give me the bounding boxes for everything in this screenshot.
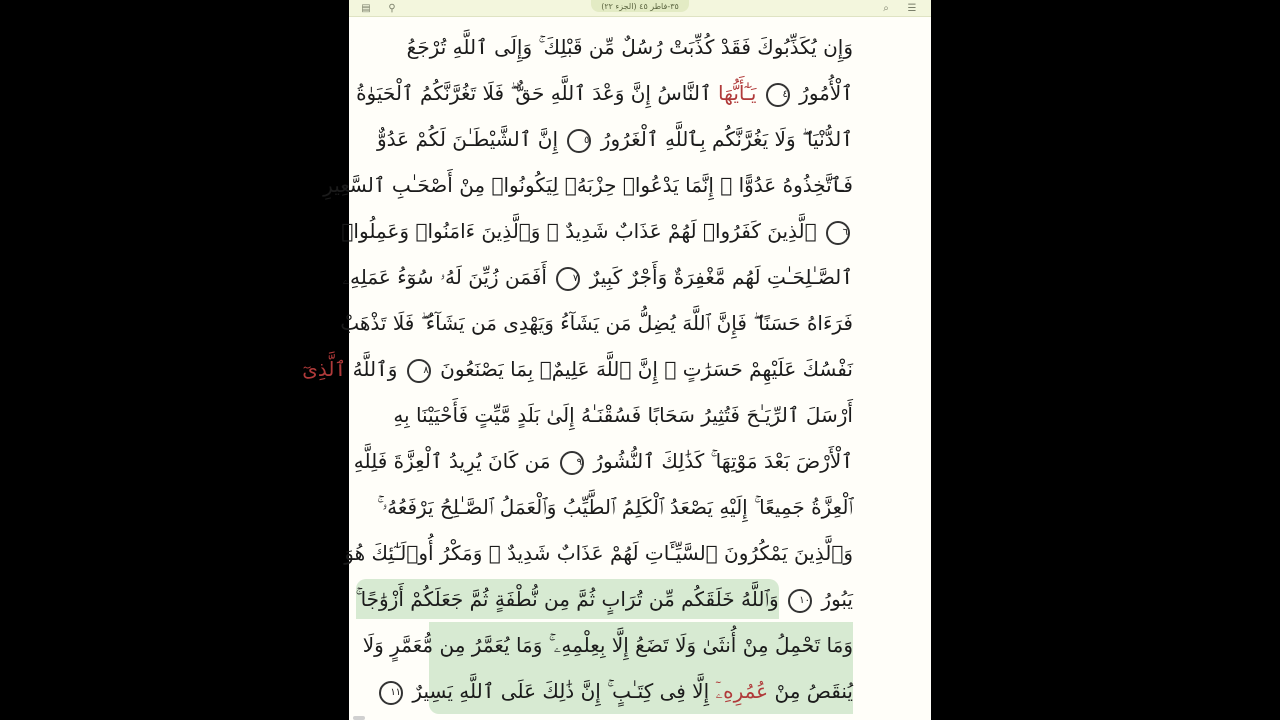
verse-text: يُنقَصُ مِنْ xyxy=(774,679,853,703)
search-icon[interactable]: ⌕ xyxy=(883,2,889,14)
verse-text: ٱلدُّنْيَا ۖ وَلَا يَغُرَّنَّكُم بِٱللَّهِ ٱلْغَرُورُ xyxy=(600,127,853,151)
verse-text: ٱلنَّاسُ إِنَّ وَعْدَ ٱللَّهِ حَقٌّ ۖ فَلَا تَغُرَّنَّكُمُ ٱلْحَيَوٰةُ xyxy=(356,81,712,105)
verse-text: ٱلْأَرْضَ بَعْدَ مَوْتِهَا ۚ كَذَٰلِكَ ٱلنُّشُورُ xyxy=(593,449,853,473)
verse-text: إِنَّ ٱلشَّيْطَـٰنَ لَكُمْ عَدُوٌّ xyxy=(377,127,559,151)
verse-text: وَمَا تَحْمِلُ مِنْ أُنثَىٰ وَلَا تَضَعُ إِلَّا بِعِلْمِهِۦ ۚ وَمَا يُعَمَّرُ مِن مُّعَمَّرٍ وَلَا xyxy=(362,633,853,657)
verse-text: فَرَءَاهُ حَسَنًا ۖ فَإِنَّ ٱللَّهَ يُضِلُّ مَن يَشَآءُ وَيَهْدِى مَن يَشَآءُ ۖ فَلَا تَذْهَبْ xyxy=(340,311,853,335)
verse-line xyxy=(355,576,853,622)
verse-text-highlighted-word: يَـٰٓأَيُّهَا xyxy=(718,81,757,105)
verse-text-highlighted-word: عُمُرِهِۦٓ xyxy=(715,679,769,703)
verse-line xyxy=(353,438,853,484)
verse-text-highlighted-word: ٱلَّذِىٓ xyxy=(302,357,347,381)
verse-text: ٱلَّذِينَ كَفَرُوا۟ لَهُمْ عَذَابٌ شَدِيدٌ ۖ وَٱلَّذِينَ ءَامَنُوا۟ وَعَمِلُوا۟ xyxy=(341,219,817,243)
top-toolbar xyxy=(349,0,931,17)
book-icon[interactable]: ▤ xyxy=(361,2,371,14)
verse-text: وَإِن يُكَذِّبُوكَ فَقَدْ كُذِّبَتْ رُسُلٌ مِّن قَبْلِكَ ۚ وَإِلَى ٱللَّهِ تُرْجَعُ xyxy=(406,35,853,59)
verse-line xyxy=(393,392,853,438)
verse-line xyxy=(356,70,853,116)
menu-icon[interactable]: ☰ xyxy=(907,2,917,14)
person-icon[interactable]: ⚲ xyxy=(388,2,396,14)
ayah-number-marker[interactable]: ٦ xyxy=(826,221,850,245)
verse-text: إِلَّا فِى كِتَـٰبٍ ۚ إِنَّ ذَٰلِكَ عَلَى ٱللَّهِ يَسِيرٌ xyxy=(412,679,710,703)
mushaf-reader-panel xyxy=(302,0,931,720)
verse-line xyxy=(377,484,853,530)
verse-line xyxy=(377,116,853,162)
verse-line xyxy=(342,254,853,300)
verse-line xyxy=(323,162,853,208)
scroll-indicator[interactable] xyxy=(353,716,365,720)
verse-text: ٱلْأُمُورُ xyxy=(799,81,853,105)
ayah-number-marker[interactable]: ٨ xyxy=(407,359,431,383)
verse-line xyxy=(406,24,853,70)
ayah-number-marker[interactable]: ٥ xyxy=(567,129,591,153)
highlighted-verse-line[interactable] xyxy=(362,622,853,668)
ayah-number-marker[interactable]: ١٠ xyxy=(788,589,812,613)
verse-text: يَبُورُ xyxy=(821,587,853,611)
verse-text: ٱلْعِزَّةُ جَمِيعًا ۚ إِلَيْهِ يَصْعَدُ ٱلْكَلِمُ ٱلطَّيِّبُ وَٱلْعَمَلُ ٱلصَّـٰلِحُ يَرْفَعُهُۥ ۚ xyxy=(377,495,853,519)
ayah-number-marker[interactable]: ٧ xyxy=(556,267,580,291)
ayah-number-marker[interactable]: ٤ xyxy=(766,83,790,107)
verse-line xyxy=(340,300,853,346)
verse-text: وَٱللَّهُ xyxy=(352,357,398,381)
verse-text: أَرْسَلَ ٱلرِّيَـٰحَ فَتُثِيرُ سَحَابًا فَسُقْنَـٰهُ إِلَىٰ بَلَدٍ مَّيِّتٍ فَأَحْيَيْنَا بِهِ xyxy=(393,403,853,427)
ayah-number-marker[interactable]: ١١ xyxy=(379,681,403,705)
verse-text: مَن كَانَ يُرِيدُ ٱلْعِزَّةَ فَلِلَّهِ xyxy=(353,449,551,473)
verse-line xyxy=(341,208,853,254)
verse-text: وَٱلَّذِينَ يَمْكُرُونَ ٱلسَّيِّـَٔاتِ لَهُمْ عَذَابٌ شَدِيدٌ ۖ وَمَكْرُ أُو۟لَـٰٓئِكَ هُوَ xyxy=(344,541,853,565)
highlighted-verse-text[interactable]: وَٱللَّهُ خَلَقَكُم مِّن تُرَابٍ ثُمَّ مِن نُّطْفَةٍ ثُمَّ جَعَلَكُمْ أَزْوَٰجًا ۚ xyxy=(356,579,779,619)
surah-info-label: ٣٥-فاطر ٤٥ (الجزء ٢٢) xyxy=(601,1,679,11)
highlighted-verse-line[interactable] xyxy=(390,668,853,714)
verse-text: ٱلصَّـٰلِحَـٰتِ لَهُم مَّغْفِرَةٌ وَأَجْرٌ كَبِيرٌ xyxy=(589,265,853,289)
ayah-number-marker[interactable]: ٩ xyxy=(560,451,584,475)
verse-line xyxy=(344,530,853,576)
quran-page xyxy=(302,24,853,714)
surah-info-pill[interactable] xyxy=(591,0,689,12)
verse-text: فَٱتَّخِذُوهُ عَدُوًّا ۚ إِنَّمَا يَدْعُوا۟ حِزْبَهُۥ لِيَكُونُوا۟ مِنْ أَصْحَـٰبِ ٱلسَّعِيرِ xyxy=(323,173,853,197)
verse-text: نَفْسُكَ عَلَيْهِمْ حَسَرَٰتٍ ۚ إِنَّ ٱللَّهَ عَلِيمٌۢ بِمَا يَصْنَعُونَ xyxy=(440,357,853,381)
verse-text: أَفَمَن زُيِّنَ لَهُۥ سُوٓءُ عَمَلِهِۦ xyxy=(342,265,547,289)
verse-line xyxy=(302,346,853,392)
